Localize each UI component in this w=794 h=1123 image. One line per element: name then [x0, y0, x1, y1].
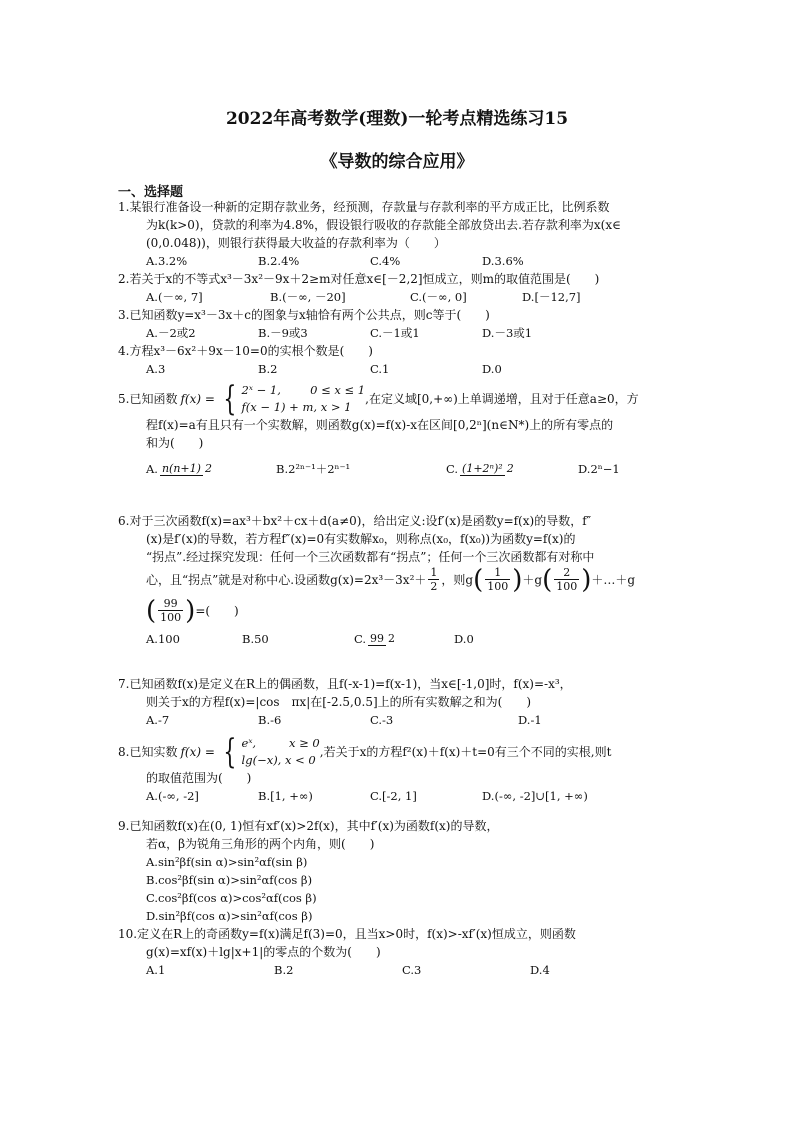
option-c: C.1	[370, 362, 390, 376]
option-c-label: C.	[354, 632, 367, 646]
fraction-numerator: 1	[485, 566, 510, 580]
option-d: D.－3或1	[482, 326, 533, 340]
fraction-numerator: n(n+1)	[161, 462, 201, 475]
option-d: D.-1	[518, 713, 542, 727]
option-c: C.4%	[370, 254, 401, 268]
question-4-options	[118, 360, 703, 378]
g-arg-2	[554, 566, 579, 593]
fraction-denominator: 100	[487, 580, 509, 593]
brace-icon: {	[223, 379, 237, 419]
question-6-line-4-text: 心，且“拐点”就是对称中心.设函数g(x)=2x³－3x²＋	[146, 572, 427, 587]
option-d: D.(-∞, -2]∪[1, +∞)	[482, 789, 588, 803]
option-d: D.2ⁿ−1	[578, 462, 620, 476]
piecewise-fx: f(x) =	[180, 745, 215, 759]
question-5-prefix: 5.已知函数	[118, 392, 178, 406]
question-5-line-2: 程f(x)=a有且只有一个实数解，则函数g(x)=f(x)-x在区间[0,2ⁿ](n∈N*)上的所有零点的	[146, 418, 614, 432]
question-5-line-3: 和为( )	[146, 436, 204, 450]
option-a: A.-7	[146, 713, 170, 727]
question-1-options	[118, 252, 703, 270]
option-b: B.2.4%	[258, 254, 300, 268]
question-6-line-3: “拐点”.经过探究发现：任何一个三次函数都有“拐点”；任何一个三次函数都有对称中	[146, 550, 595, 564]
option-c	[446, 460, 578, 478]
option-c: C.-3	[370, 713, 394, 727]
option-a: A.1	[146, 963, 166, 977]
question-6-tail: =( )	[195, 603, 239, 618]
option-a-label: A.	[146, 462, 158, 476]
option-c: C.cos²βf(cos α)>cos²αf(cos β)	[146, 891, 317, 905]
option-a-fraction	[160, 460, 214, 478]
question-5-line-1	[118, 379, 703, 419]
question-2-options	[118, 288, 703, 306]
question-5-options	[118, 460, 703, 478]
fraction-numerator: 99	[370, 632, 385, 645]
fraction-numerator: 99	[158, 597, 183, 611]
g-arg-1	[485, 566, 510, 593]
question-8-options	[118, 787, 703, 805]
option-b: B.2	[274, 963, 294, 977]
question-6-options	[118, 630, 703, 648]
question-3	[118, 306, 703, 342]
fraction-numerator: 1	[430, 566, 438, 579]
section-heading: 一、选择题	[118, 185, 184, 200]
paren-close-icon: )	[185, 595, 196, 626]
question-10	[118, 925, 703, 979]
document-subtitle: 《导数的综合应用》	[320, 152, 474, 172]
option-a	[146, 460, 276, 478]
question-7-line-1: 7.已知函数f(x)是定义在R上的偶函数，且f(-x-1)=f(x-1)，当x∈[-1,0]时，f(x)=-x³，	[118, 677, 572, 691]
option-d: D.0	[454, 632, 474, 646]
question-9	[118, 817, 703, 925]
option-c	[354, 630, 454, 648]
question-2-line-1: 2.若关于x的不等式x³－3x²－9x＋2≥m对任意x∈[－2,2]恒成立，则m的取值范围是( )	[118, 272, 600, 286]
question-8-line-1	[118, 732, 703, 772]
case-1: 2ˣ − 1, 0 ≤ x ≤ 1	[241, 383, 366, 397]
question-5	[118, 379, 703, 478]
case-1: eˣ, x ≥ 0	[241, 736, 320, 750]
paren-open-icon: (	[542, 564, 553, 595]
question-3-options	[118, 324, 703, 342]
question-1-line-2: 为k(k>0)，贷款的利率为4.8%，假设银行吸收的存款能全部放贷出去.若存款利率为x(x∈	[146, 218, 621, 232]
option-a: A.(－∞, 7]	[146, 290, 203, 304]
option-b: B.50	[242, 632, 269, 646]
option-d: D.0	[482, 362, 502, 376]
option-c-label: C.	[446, 462, 459, 476]
option-d: D.3.6%	[482, 254, 524, 268]
question-8-line-2: 的取值范围为( )	[146, 771, 252, 785]
question-4	[118, 342, 703, 378]
question-6-line-1: 6.对于三次函数f(x)=ax³＋bx²＋cx＋d(a≠0)，给出定义:设f′(x)是函数y=f(x)的导数，f″	[118, 514, 592, 528]
option-d: D.4	[530, 963, 550, 977]
piecewise-cases	[242, 735, 320, 769]
question-6-line-2: (x)是f′(x)的导数，若方程f″(x)=0有实数解x₀，则称点(x₀，f(x₀))为函数y=f(x)的	[146, 532, 576, 546]
document-title: 2022年高考数学(理数)一轮考点精选练习15	[225, 109, 569, 129]
question-7-options	[118, 711, 703, 729]
piecewise-fx: f(x) =	[180, 392, 215, 406]
question-6-dots: ＋…＋g	[591, 572, 636, 587]
question-6-plus-g: ＋g	[522, 572, 543, 587]
paren-open-icon: (	[473, 564, 484, 595]
question-7	[118, 675, 703, 729]
option-a: A.3.2%	[146, 254, 188, 268]
option-a: A.－2或2	[146, 326, 196, 340]
option-a: A.100	[146, 632, 180, 646]
question-2	[118, 270, 703, 306]
option-b: B.cos²βf(sin α)>sin²αf(cos β)	[146, 873, 313, 887]
question-7-line-2: 则关于x的方程f(x)=|cos πx|在[-2.5,0.5]上的所有实数解之和为( )	[146, 695, 532, 709]
question-6	[118, 512, 703, 648]
option-c: C.－1或1	[370, 326, 420, 340]
piecewise-function	[218, 732, 320, 772]
option-d: D.[－12,7]	[522, 290, 581, 304]
case-2: lg(−x), x < 0	[241, 753, 316, 767]
question-1-line-3: (0,0.048))，则银行获得最大收益的存款利率为（ ）	[146, 236, 446, 250]
option-b: B.(－∞, －20]	[270, 290, 346, 304]
question-4-line-1: 4.方程x³－6x²＋9x－10=0的实根个数是( )	[118, 344, 373, 358]
option-a: A.(-∞, -2]	[146, 789, 199, 803]
question-5-after: ,在定义域[0,+∞)上单调递增，且对于任意a≥0，方	[365, 392, 639, 406]
fraction-denominator: 2	[204, 462, 212, 475]
question-3-line-1: 3.已知函数y=x³－3x＋c的图象与x轴恰有两个公共点，则c等于( )	[118, 308, 490, 322]
fraction-denominator: 2	[388, 632, 396, 645]
option-c-fraction	[368, 630, 397, 648]
option-c-fraction	[460, 460, 516, 478]
option-a: A.3	[146, 362, 166, 376]
fraction-denominator: 2	[430, 580, 438, 593]
question-1	[118, 198, 703, 270]
question-8-after: ,若关于x的方程f²(x)＋f(x)＋t=0有三个不同的实根,则t	[319, 745, 612, 759]
question-8-prefix: 8.已知实数	[118, 745, 178, 759]
case-2: f(x − 1) + m, x > 1	[241, 400, 352, 414]
question-10-line-2: g(x)=xf(x)＋lg|x+1|的零点的个数为( )	[146, 945, 381, 959]
question-6-g-label: ，则g	[441, 572, 474, 587]
question-10-options	[118, 961, 703, 979]
question-9-line-1: 9.已知函数f(x)在(0, 1)恒有xf′(x)>2f(x)，其中f′(x)为函数f(x)的导数，	[118, 819, 499, 833]
question-8	[118, 732, 703, 805]
paren-close-icon: )	[512, 564, 523, 595]
option-b: B.-6	[258, 713, 282, 727]
half-fraction	[428, 566, 439, 593]
question-1-line-1: 1.某银行准备设一种新的定期存款业务，经预测，存款量与存款利率的平方成正比，比例系数	[118, 200, 610, 214]
option-d: D.sin²βf(cos α)>sin²αf(cos β)	[146, 909, 313, 923]
brace-icon: {	[223, 732, 237, 772]
question-6-line-5	[118, 597, 703, 624]
fraction-denominator: 100	[556, 580, 578, 593]
option-b: B.－9或3	[258, 326, 308, 340]
g-arg-3	[158, 597, 183, 624]
paren-open-icon: (	[146, 595, 157, 626]
fraction-denominator: 100	[160, 611, 182, 624]
piecewise-cases	[242, 382, 366, 416]
piecewise-function	[218, 379, 366, 419]
option-a: A.sin²βf(sin α)>sin²αf(sin β)	[146, 855, 308, 869]
option-b: B.[1, +∞)	[258, 789, 313, 803]
option-c: C.[-2, 1]	[370, 789, 417, 803]
option-c: C.(－∞, 0]	[410, 290, 467, 304]
question-9-line-2: 若α，β为锐角三角形的两个内角，则( )	[146, 837, 375, 851]
fraction-denominator: 2	[506, 462, 514, 475]
fraction-numerator: 2	[554, 566, 579, 580]
question-6-line-4	[118, 566, 703, 593]
fraction-numerator: (1+2ⁿ)²	[462, 462, 503, 475]
option-b: B.2²ⁿ⁻¹＋2ⁿ⁻¹	[276, 462, 351, 476]
option-b: B.2	[258, 362, 278, 376]
question-10-line-1: 10.定义在R上的奇函数y=f(x)满足f(3)=0，且当x>0时，f(x)>-xf′(x)恒成立，则函数	[118, 927, 576, 941]
option-c: C.3	[402, 963, 422, 977]
paren-close-icon: )	[581, 564, 592, 595]
